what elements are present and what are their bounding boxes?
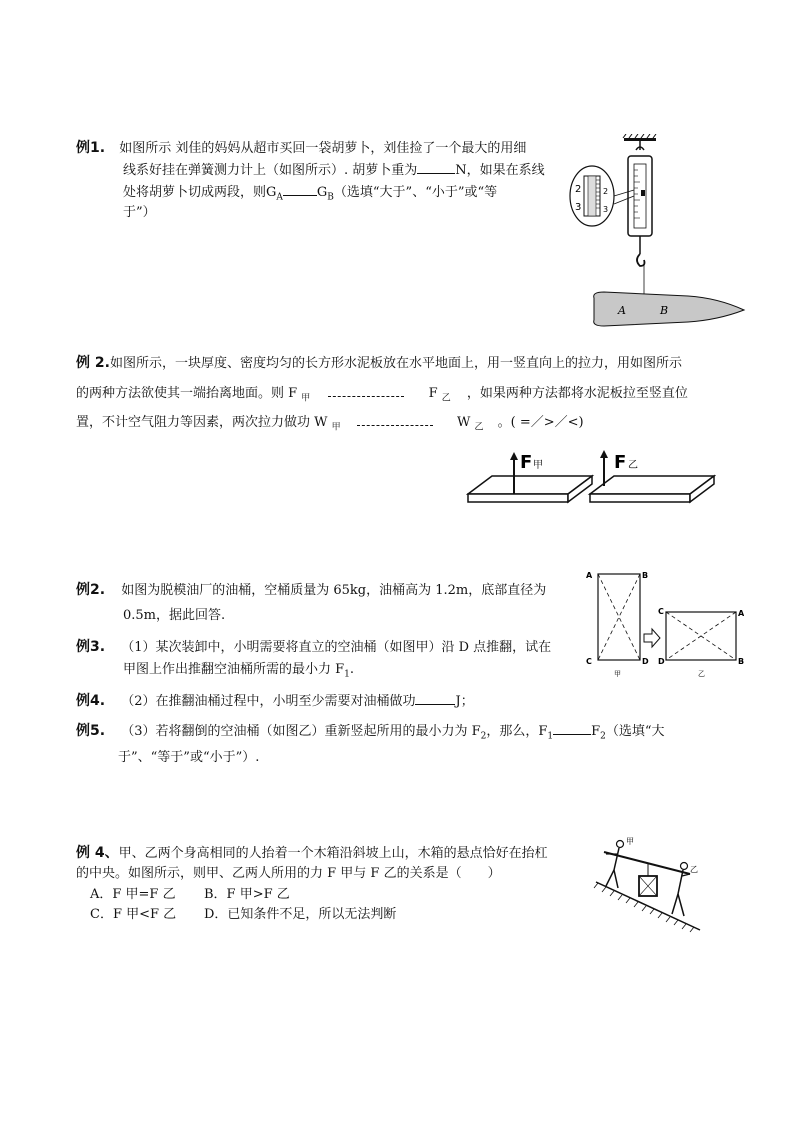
q2-label: 例 2. [76,355,110,371]
q2-line3: 置，不计空气阻力等因素，两次拉力做功 W $_甲$ W $_乙$ 。( =／>／<) [76,411,584,438]
q1-line3: 处将胡萝卜切成两段，则$G_A$ $G_B$（选填“大于”、“小于”或“等 [123,181,497,208]
q4-option-b[interactable]: B．F 甲>F 乙 [204,887,290,902]
q3-fig-b-jia: B [642,571,649,580]
q2-figure-slabs [466,448,716,506]
q1-line1: 例1. 如图所示 刘佳的妈妈从超市买回一袋胡萝卜，刘佳捡了一个最大的用细 [76,140,527,156]
q2-blank-work-compare[interactable] [357,411,433,426]
q2-line1: 例 2.如图所示，一块厚度、密度均匀的长方形水泥板放在水平地面上，用一竖直向上的拉力，用如图所示 [76,355,682,371]
q3-fig-b-yi: B [738,657,744,666]
q3-line7: 于”、“等于”或“小于”）. [118,750,260,765]
q2-line2: 的两种方法欲使其一端抬离地面。则 F $_甲$ F $_乙$ ，如果两种方法都将水泥板拉至竖直位 [76,382,688,409]
q1-fig-tick-3-right: 3 [603,205,609,214]
q3-fig-c-yi: C [658,607,664,616]
q3-line1: 例2. 如图为脱模油厂的油桶，空桶质量为 65kg，油桶高为 1.2m，底部直径为 [76,582,547,598]
q3-line3: 例3. （1）某次装卸中，小明需要将直立的空油桶（如图甲）沿 D 点推翻，试在 [76,639,552,655]
q4-option-d[interactable]: D．已知条件不足，所以无法判断 [204,907,397,922]
q2-blank-force-compare[interactable] [328,382,404,397]
q3-label-3: 例4. [76,693,106,709]
q3-line2: 0.5m，据此回答. [123,608,226,623]
q4-label: 例 4、 [76,845,119,861]
q3-line6: 例5. （3）若将翻倒的空油桶（如图乙）重新竖起所用的最小力为 $F_2$，那么，$F_1$ $F_2$（选填“大 [76,720,665,747]
q4-figure-slope-carry [592,832,708,934]
q3-line5: 例4. （2）在推翻油桶过程中，小明至少需要对油桶做功 J； [76,690,474,712]
q1-fig-label-a: A [618,304,626,317]
q4-option-c[interactable]: C．F 甲<F 乙 [90,907,177,922]
q3-fig-jia: 甲 [614,670,621,678]
q1-fig-label-b: B [660,304,669,317]
q4-fig-jia: 甲 [626,837,634,846]
q2-fig-f-yi: F [614,452,627,473]
q3-fig-c-jia: C [586,657,592,666]
q1-line4: 于”） [123,205,156,220]
q3-fig-d-yi: D [658,657,665,666]
q1-line2: 线系好挂在弹簧测力计上（如图所示）. 胡萝卜重为 N，如果在系线 [123,159,545,181]
q3-fig-a-jia: A [586,571,593,580]
q4-fig-yi: 乙 [690,865,698,874]
q3-label-4: 例5. [76,723,106,739]
q1-fig-tick-2: 2 [575,184,582,195]
q1-label: 例1. [76,140,106,156]
q3-figure-oil-drum [582,568,744,680]
q3-fig-d-jia: D [642,657,649,666]
q3-blank-compare[interactable] [553,720,591,735]
q1-figure-spring-scale [568,134,746,334]
q3-blank-work[interactable] [415,690,455,705]
q2-fig-yi: 乙 [628,460,638,471]
q1-blank-weight[interactable] [417,159,455,174]
q3-fig-a-yi: A [738,609,744,618]
q4-option-a[interactable]: A．F 甲=F 乙 [90,887,176,902]
q2-fig-jia: 甲 [533,460,543,471]
q1-blank-compare[interactable] [283,181,317,196]
q3-line4: 甲图上作出推翻空油桶所需的最小力 $F_1$. [123,662,355,680]
q2-fig-f-jia: F [520,452,533,473]
q4-line2: 的中央。如图所示，则甲、乙两人所用的力 F 甲与 F 乙的关系是（ ） [76,866,501,881]
q4-line1: 例 4、甲、乙两个身高相同的人抬着一个木箱沿斜坡上山，木箱的悬点恰好在抬杠 [76,845,548,861]
q3-fig-yi: 乙 [698,670,705,678]
q1-fig-tick-3: 3 [575,202,582,213]
q1-fig-tick-2-right: 2 [603,187,609,196]
q3-label-2: 例3. [76,639,106,655]
q3-label-1: 例2. [76,582,106,598]
